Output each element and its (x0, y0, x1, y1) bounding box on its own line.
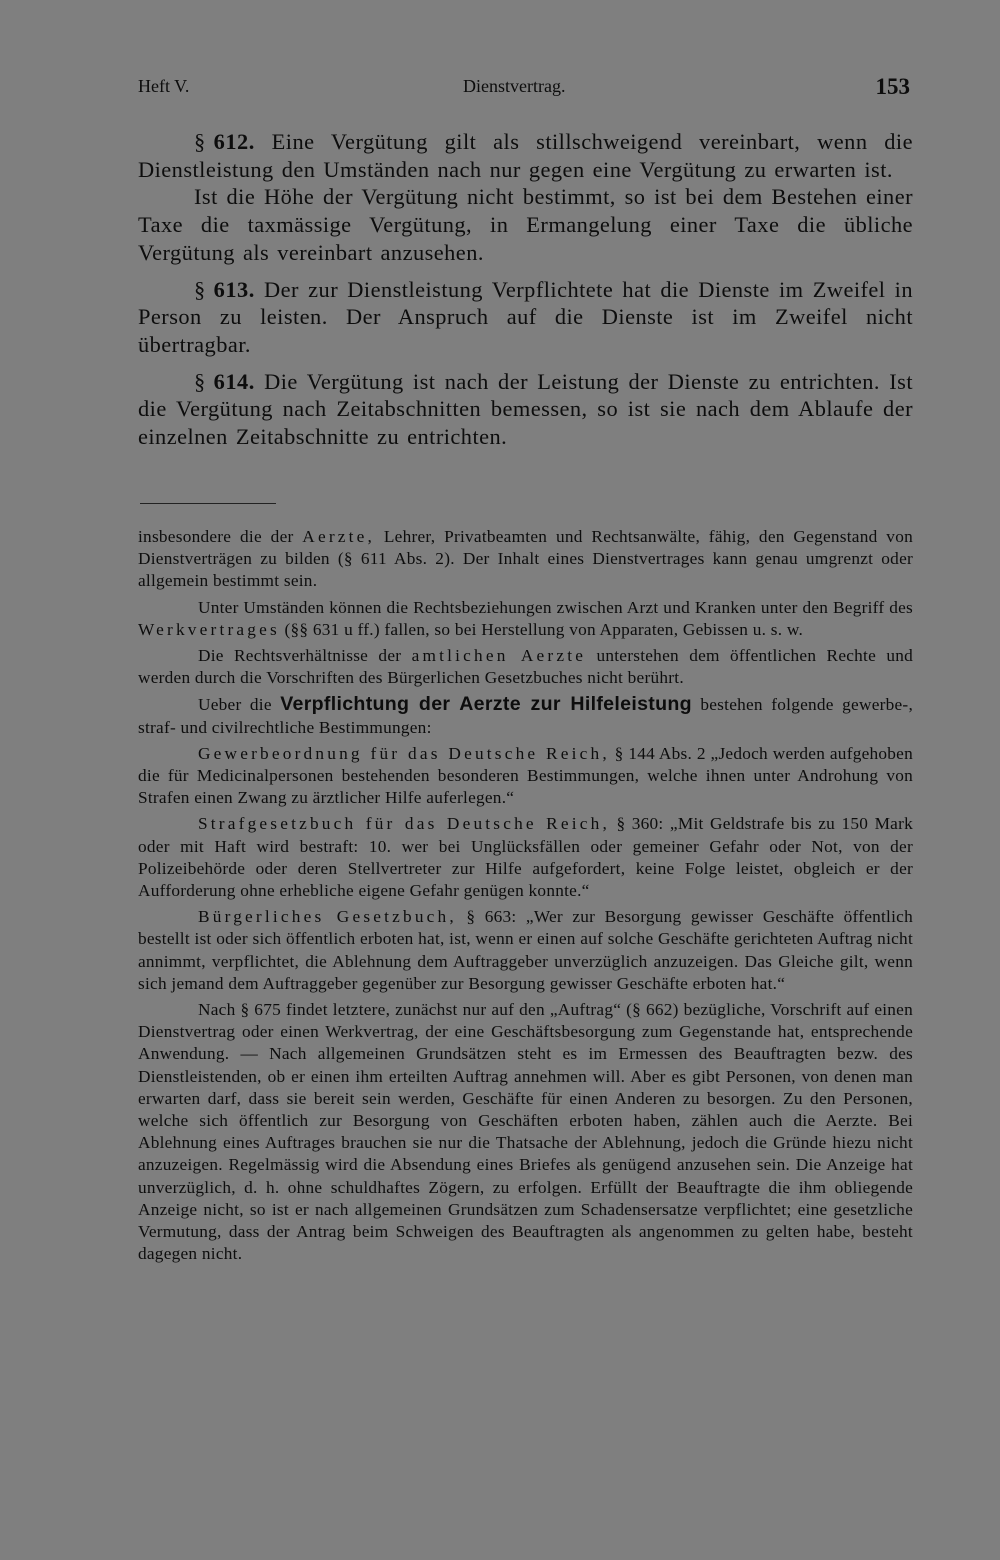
text: insbesondere die der (138, 527, 294, 546)
footnote-paragraph (138, 999, 913, 1265)
text: (§§ 631 u ff.) fallen, so bei Herstellung von Apparaten, Gebissen u. s. w. (284, 619, 804, 639)
paragraph-612-cont (138, 183, 913, 266)
paragraph-text: Ist die Höhe der Vergütung nicht bestimmt, so ist bei dem Bestehen einer Taxe die taxmässige Vergütung, in Ermangelung einer Taxe die übliche Vergütung als vereinbart anzusehen. (138, 184, 913, 265)
footnote-paragraph (138, 813, 913, 902)
paragraph-614 (138, 368, 913, 451)
spaced-term: amtlichen Aerzte (411, 646, 587, 666)
section-sign: § (194, 276, 206, 302)
paragraph-text: Der zur Dienstleistung Verpflichtete hat die Dienste im Zweifel in Person zu leisten. Der Anspruch auf die Dienste ist im Zweifel nicht übertragbar. (138, 276, 913, 357)
footnote-paragraph (138, 693, 913, 738)
text: unterstehen dem öffentlichen Rechte und werden durch die Vorschriften des Bürgerlichen Gesetzbuches nicht berührt. (138, 646, 914, 688)
spaced-term: Aerzte, (302, 527, 376, 546)
law-name: Gewerbeordnung für das Deutsche Reich, (198, 743, 610, 763)
quote: § 360: „Mit Geldstrafe bis zu 150 Mark oder mit Haft wird bestraft: 10. wer bei Unglücksfällen oder gemeiner Gefahr oder Not, von der Polizeibehörde oder deren Stellvertreter zur Hilfe aufgefordert, keine Folge leistet, obgleich er der Aufforderung ohne erhebliche eigene Gefahr genügen konnte.“ (138, 814, 913, 901)
header-issue: Heft V. (138, 76, 190, 96)
section-number: 614. (213, 368, 255, 394)
page-number: 153 (875, 74, 910, 99)
section-sign: § (194, 368, 206, 394)
paragraph-text: Die Vergütung ist nach der Leistung der Dienste zu entrichten. Ist die Vergütung nach Zeitabschnitten bemessen, so ist sie nach dem Ablaufe der einzelnen Zeitabschnitte zu entrichten. (138, 368, 913, 450)
quote: § 663: „Wer zur Besorgung gewisser Geschäfte öffentlich bestellt ist oder sich öffentlich erboten hat, ist, wenn er einen auf solche Geschäfte gerichteten Auftrag nicht annimmt, verpflichtet, die Ablehnung dem Auftraggeber unverzüglich anzuzeigen. Das Gleiche gilt, wenn sich jemand dem Auftraggeber gegenüber zur Besorgung gewisser Geschäfte erboten hat.“ (138, 907, 913, 993)
running-header (138, 76, 913, 106)
section-sign: § (194, 129, 206, 154)
footnote-paragraph (138, 597, 913, 641)
header-title: Dienstvertrag. (463, 76, 566, 96)
text: Unter Umständen können die Rechtsbeziehungen zwischen Arzt und Kranken unter den Begriff des (198, 597, 913, 617)
text: Ueber die (198, 695, 272, 715)
main-text (138, 128, 913, 451)
bold-heading: Verpflichtung der Aerzte zur Hilfeleistung (280, 693, 692, 716)
footnote-paragraph (138, 526, 913, 593)
footnotes (138, 526, 913, 1266)
section-number: 612. (213, 129, 255, 154)
law-name: Bürgerliches Gesetzbuch, (198, 907, 457, 927)
text: Nach § 675 findet letztere, zunächst nur auf den „Auftrag“ (§ 662) bezügliche, Vorschrift auf einen Dienstvertrag oder einen Werkvertrag, der eine Geschäftsbesorgung zum Gegenstande hat, entsprechende Anwendung. — Nach allgemeinen Grundsätzen steht es im Ermessen des Beauftragten bezw. des Dienstleistenden, ob er einen ihm erteilten Auftrag annehmen will. Aber es gibt Personen, von denen man erwarten darf, dass sie bereit sein werden, Geschäfte für einen Anderen zu besorgen. Zu den Personen, welche sich öffentlich zur Besorgung von Geschäften erboten haben, zählen auch die Aerzte. Bei Ablehnung eines Auftrages brauchen sie nur die Thatsache der Ablehnung, jedoch die Gründe hiezu nicht anzuzeigen. Regelmässig wird die Absendung eines Briefes als genügend anzusehen sein. Die Anzeige hat unverzüglich, d. h. ohne schuldhaftes Zögern, zu erfolgen. Erfüllt der Beauftragte die ihm obliegende Anzeige nicht, so ist er nach allgemeinen Grundsätzen zum Schadensersatze verpflichtet; eine gesetzliche Vermutung, dass der Antrag beim Schweigen des Beauftragten als angenommen zu gelten habe, besteht dagegen nicht. (138, 1000, 913, 1264)
text: Lehrer, Privatbeamten und Rechtsanwälte, fähig, den Gegenstand von Dienstverträgen zu bilden (§ 611 Abs. 2). Der Inhalt eines Dienstvertrages kann genau umgrenzt oder allgemein bestimmt sein. (138, 527, 913, 591)
paragraph-613 (138, 276, 913, 359)
footnote-paragraph (138, 743, 913, 810)
quote: § 144 Abs. 2 „Jedoch werden aufgehoben die für Medicinalpersonen bestehenden besonderen Bestimmungen, welche ihnen unter Androhung von Strafen einen Zwang zu ärztlicher Hilfe auferlegen.“ (138, 743, 913, 808)
text: Die Rechtsverhältnisse der (198, 646, 402, 666)
paragraph-text: Eine Vergütung gilt als stillschweigend vereinbart, wenn die Dienstleistung den Umständen nach nur gegen eine Vergütung zu erwarten ist. (138, 129, 913, 182)
law-name: Strafgesetzbuch für das Deutsche Reich, (198, 814, 610, 834)
footnote-rule (140, 503, 276, 504)
footnote-paragraph (138, 906, 913, 995)
paragraph-612 (138, 128, 913, 183)
text: bestehen folgende gewerbe-, straf- und civilrechtliche Bestimmungen: (138, 695, 914, 737)
spaced-term: Werkvertrages (138, 619, 280, 639)
section-number: 613. (213, 276, 255, 302)
footnote-paragraph (138, 645, 913, 689)
